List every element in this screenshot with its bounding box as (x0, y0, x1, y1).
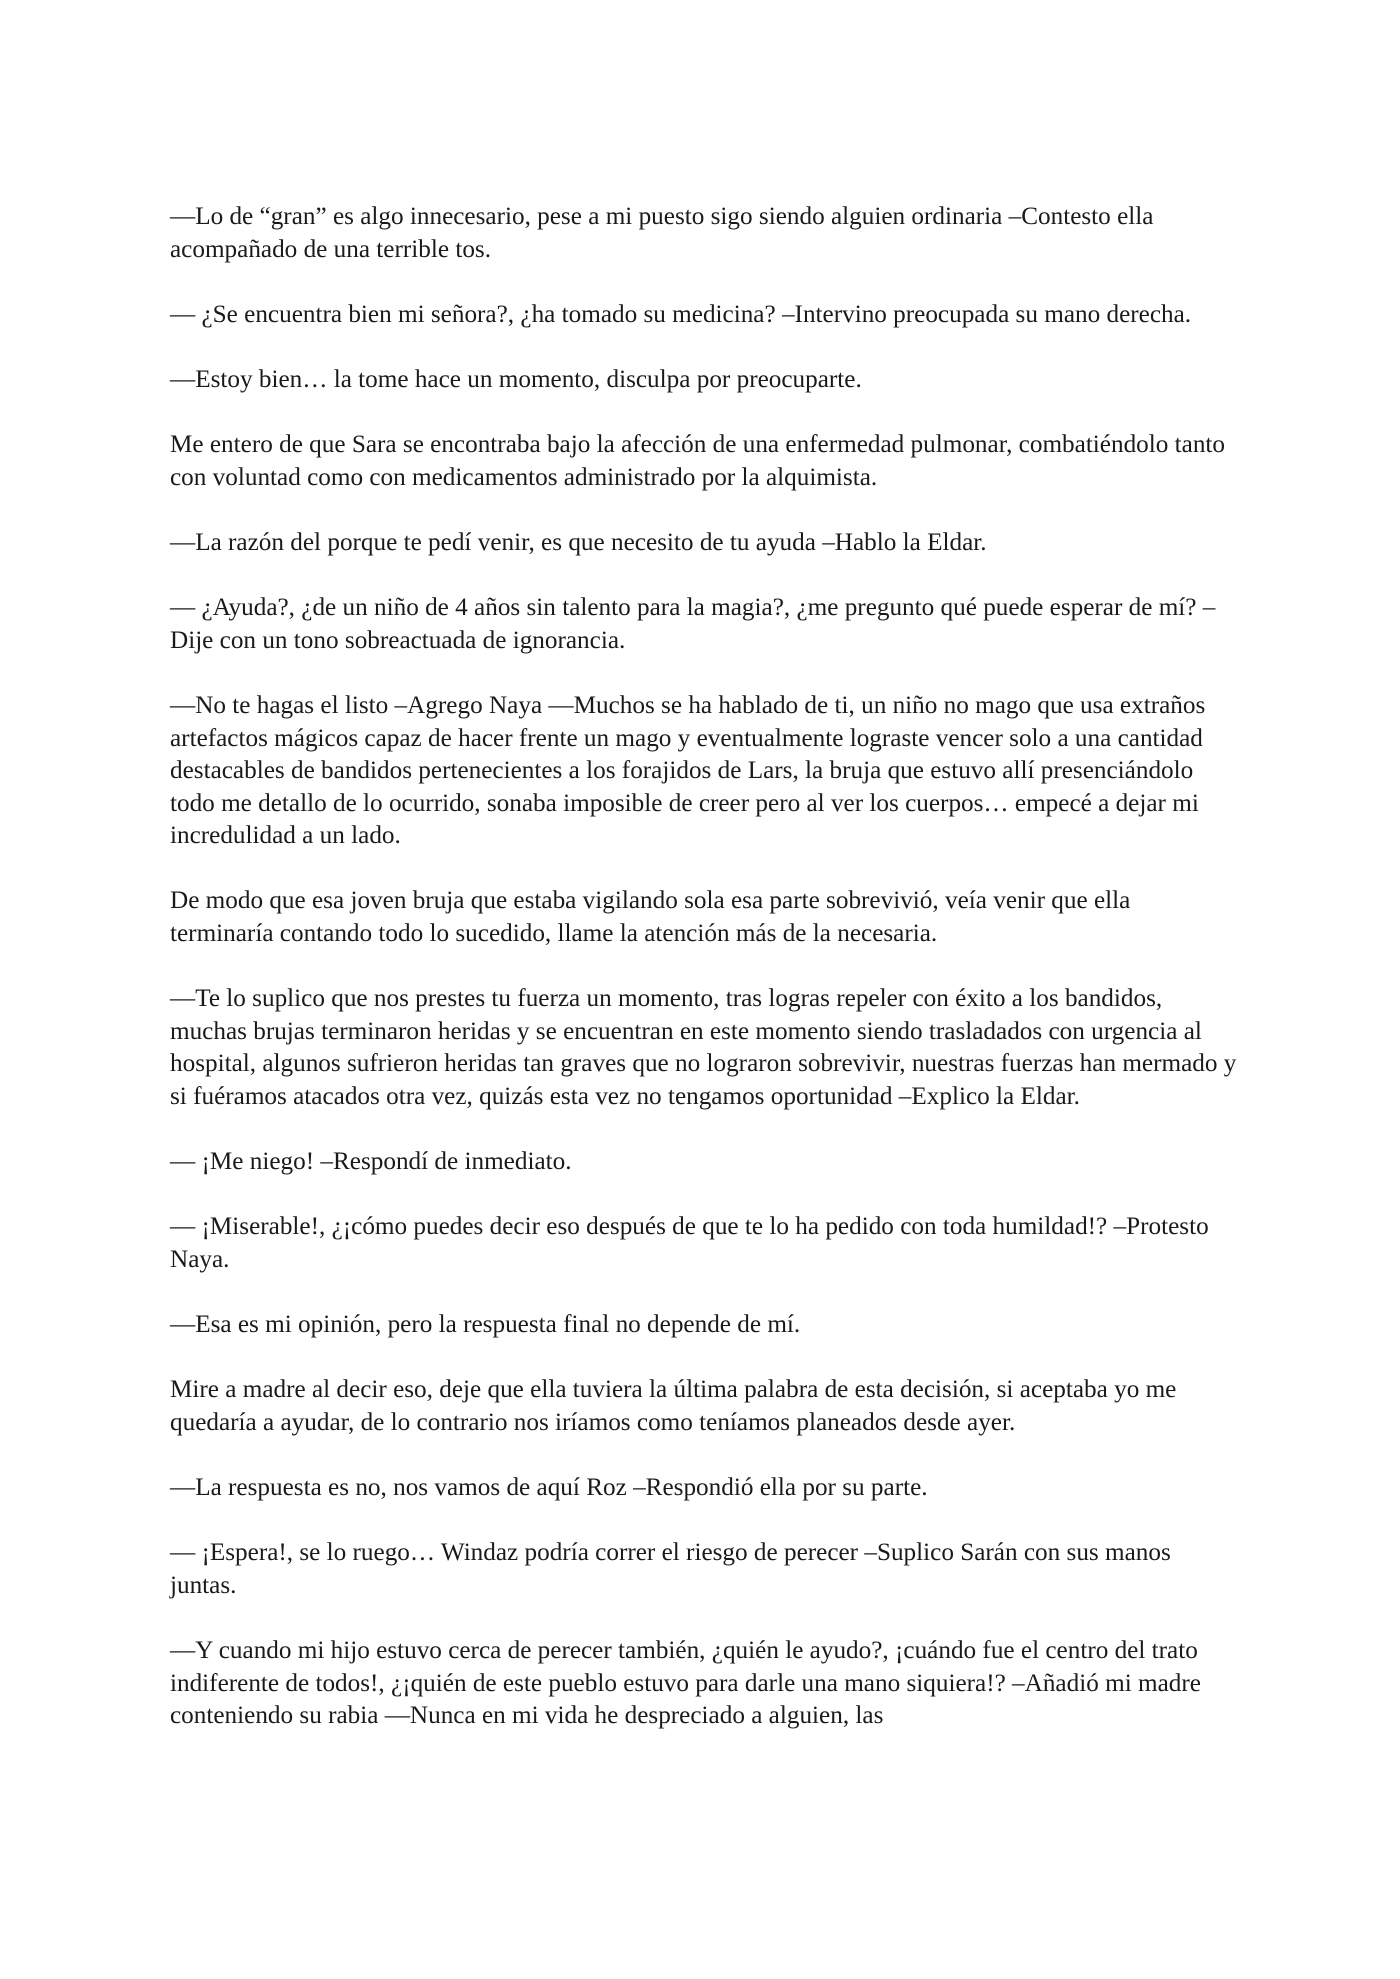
paragraph: Me entero de que Sara se encontraba bajo la afección de una enfermedad pulmonar, combatiéndolo tanto con voluntad como con medicamentos administrado por la alquimista. (170, 431, 1226, 491)
paragraph: —Y cuando mi hijo estuvo cerca de perecer también, ¿quién le ayudo?, ¡cuándo fue el centro del trato indiferente de todos!, ¿¡quién de este pueblo estuvo para darle una mano siquiera!? –Añadió mi madre conteniendo su rabia —Nunca en mi vida he despreciado a alguien, las (170, 1637, 1201, 1730)
paragraph: —Estoy bien… la tome hace un momento, disculpa por preocuparte. (170, 365, 862, 393)
paragraph: — ¿Ayuda?, ¿de un niño de 4 años sin talento para la magia?, ¿me pregunto qué puede esperar de mí? –Dije con un tono sobreactuada de ignorancia. (170, 594, 1216, 654)
paragraph: De modo que esa joven bruja que estaba vigilando sola esa parte sobrevivió, veía venir que ella terminaría contando todo lo sucedido, llame la atención más de la necesaria. (170, 887, 1131, 948)
paragraph: —Esa es mi opinión, pero la respuesta final no depende de mí. (170, 1311, 801, 1339)
paragraph: Mire a madre al decir eso, deje que ella tuviera la última palabra de esta decisión, si aceptaba yo me quedaría a ayudar, de lo contrario nos iríamos como teníamos planeados desde ayer. (170, 1376, 1177, 1436)
document-body (170, 201, 1240, 1766)
paragraph: —La respuesta es no, nos vamos de aquí Roz –Respondió ella por su parte. (170, 1474, 928, 1502)
paragraph: — ¿Se encuentra bien mi señora?, ¿ha tomado su medicina? –Intervino preocupada su mano derecha. (170, 300, 1192, 328)
paragraph: —No te hagas el listo –Agrego Naya —Muchos se ha hablado de ti, un niño no mago que usa extraños artefactos mágicos capaz de hacer frente un mago y eventualmente lograste vencer solo a una cantidad destacables de bandidos pertenecientes a los forajidos de Lars, la bruja que estuvo allí presenciándolo todo me detallo de lo ocurrido, sonaba imposible de creer pero al ver los cuerpos… empecé a dejar mi incredulidad a un lado. (170, 691, 1206, 850)
paragraph: — ¡Espera!, se lo ruego… Windaz podría correr el riesgo de perecer –Suplico Sarán con sus manos juntas. (170, 1539, 1171, 1599)
paragraph: —Lo de “gran” es algo innecesario, pese a mi puesto sigo siendo alguien ordinaria –Contesto ella acompañado de una terrible tos. (170, 203, 1154, 263)
paragraph: —La razón del porque te pedí venir, es que necesito de tu ayuda –Hablo la Eldar. (170, 528, 987, 556)
paragraph: — ¡Me niego! –Respondí de inmediato. (170, 1148, 572, 1176)
paragraph: —Te lo suplico que nos prestes tu fuerza un momento, tras logras repeler con éxito a los bandidos, muchas brujas terminaron heridas y se encuentran en este momento siendo trasladados con urgencia al hospital, algunos sufrieron heridas tan graves que no lograron sobrevivir, nuestras fuerzas han mermado y si fuéramos atacados otra vez, quizás esta vez no tengamos oportunidad –Explico la Eldar. (170, 985, 1237, 1111)
paragraph: — ¡Miserable!, ¿¡cómo puedes decir eso después de que te lo ha pedido con toda humildad!? –Protesto Naya. (170, 1213, 1209, 1273)
